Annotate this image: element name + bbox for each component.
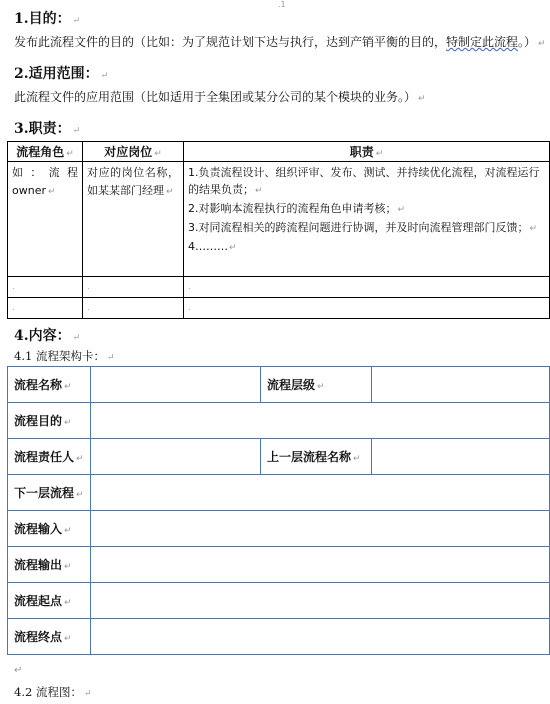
label-parent-process: 上一层流程名称 ↵	[261, 439, 372, 475]
section1-text	[14, 33, 546, 50]
section2-heading	[14, 63, 108, 83]
paragraph-mark-icon: ↵	[83, 689, 92, 699]
section3-heading	[14, 118, 80, 138]
blank-cell: .	[184, 298, 550, 319]
header-duty: 职责 ↵	[184, 142, 550, 162]
top-paragraph-mark: .1	[278, 0, 286, 9]
paragraph-mark-icon: ↵	[100, 71, 109, 81]
section1-text-squiggle: 特制定此流程	[446, 35, 519, 49]
blank-cell: .	[184, 277, 550, 298]
label-process-level: 流程层级 ↵	[261, 367, 372, 403]
paragraph-mark-icon: ↵	[72, 16, 81, 26]
label-child-process: 下一层流程 ↵	[8, 475, 91, 511]
card-row	[8, 619, 550, 655]
flowchart-caption-text: 4.2 流程图：	[14, 685, 82, 699]
label-process-purpose: 流程目的 ↵	[8, 403, 91, 439]
section3-heading-text: 3.职责：	[14, 121, 71, 137]
value-child-process[interactable]	[91, 475, 550, 511]
section1-text-suffix: 。）	[518, 35, 537, 49]
value-process-end[interactable]	[91, 619, 550, 655]
flowchart-caption	[14, 684, 92, 700]
paragraph-mark-icon: ↵	[106, 353, 115, 363]
section1-heading	[14, 8, 80, 28]
responsibility-table-blank-row	[8, 298, 550, 319]
section4-heading-text: 4.内容：	[14, 328, 71, 344]
duty-item-3: 3.对同流程相关的跨流程问题进行协调，并及时向流程管理部门反馈；↵	[188, 221, 538, 234]
section1-heading-text: 1.目的：	[14, 11, 71, 27]
duty-item-1: 1.负责流程设计、组织评审、发布、测试、并持续优化流程，对流程运行的结果负责；↵	[188, 166, 540, 196]
label-process-input: 流程输入 ↵	[8, 511, 91, 547]
card-row	[8, 439, 550, 475]
value-process-name[interactable]	[91, 367, 261, 403]
process-card-caption	[14, 348, 115, 364]
value-process-purpose[interactable]	[91, 403, 550, 439]
responsibility-table-row	[8, 162, 550, 277]
card-row	[8, 403, 550, 439]
duty-item-4: 4………↵	[188, 240, 237, 253]
section2-text-body: 此流程文件的应用范围（比如适用于全集团或某分公司的某个模块的业务。）	[14, 90, 417, 104]
card-row	[8, 475, 550, 511]
process-architecture-card	[7, 366, 550, 655]
label-process-name: 流程名称 ↵	[8, 367, 91, 403]
value-process-owner[interactable]	[91, 439, 261, 475]
header-role: 流程角色 ↵	[8, 142, 83, 162]
blank-cell: .	[8, 277, 83, 298]
blank-cell: .	[8, 298, 83, 319]
paragraph-mark-icon: ↵	[538, 39, 546, 49]
duty-item-2: 2.对影响本流程执行的流程角色申请考核；↵	[188, 202, 406, 215]
card-row	[8, 367, 550, 403]
blank-cell: .	[83, 277, 184, 298]
paragraph-mark-icon: ↵	[72, 333, 81, 343]
process-card-caption-text: 4.1 流程架构卡：	[14, 349, 105, 363]
paragraph-mark-icon: ↵	[418, 94, 426, 104]
label-process-owner: 流程责任人 ↵	[8, 439, 91, 475]
section2-text	[14, 88, 426, 105]
value-parent-process[interactable]	[372, 439, 550, 475]
section1-text-prefix: 发布此流程文件的目的（比如：为了规范计划下达与执行，达到产销平衡的目的，	[14, 35, 447, 49]
blank-cell: .	[83, 298, 184, 319]
section4-heading	[14, 325, 80, 345]
card-row	[8, 547, 550, 583]
value-process-start[interactable]	[91, 583, 550, 619]
paragraph-mark-icon: ↵	[14, 665, 23, 676]
card-row	[8, 511, 550, 547]
header-post: 对应岗位 ↵	[83, 142, 184, 162]
card-row	[8, 583, 550, 619]
cell-post: 对应的岗位名称，如某某部门经理 ↵	[83, 162, 184, 277]
paragraph-mark-icon: ↵	[72, 126, 81, 136]
value-process-input[interactable]	[91, 511, 550, 547]
cell-role: 如：流程owner ↵	[8, 162, 83, 277]
label-process-end: 流程终点 ↵	[8, 619, 91, 655]
label-process-start: 流程起点 ↵	[8, 583, 91, 619]
section2-heading-text: 2.适用范围：	[14, 66, 99, 82]
responsibility-table-blank-row	[8, 277, 550, 298]
cell-duties	[184, 162, 550, 277]
value-process-output[interactable]	[91, 547, 550, 583]
value-process-level[interactable]	[372, 367, 550, 403]
responsibility-table-header-row	[8, 142, 550, 162]
responsibility-table	[7, 141, 550, 319]
label-process-output: 流程输出 ↵	[8, 547, 91, 583]
